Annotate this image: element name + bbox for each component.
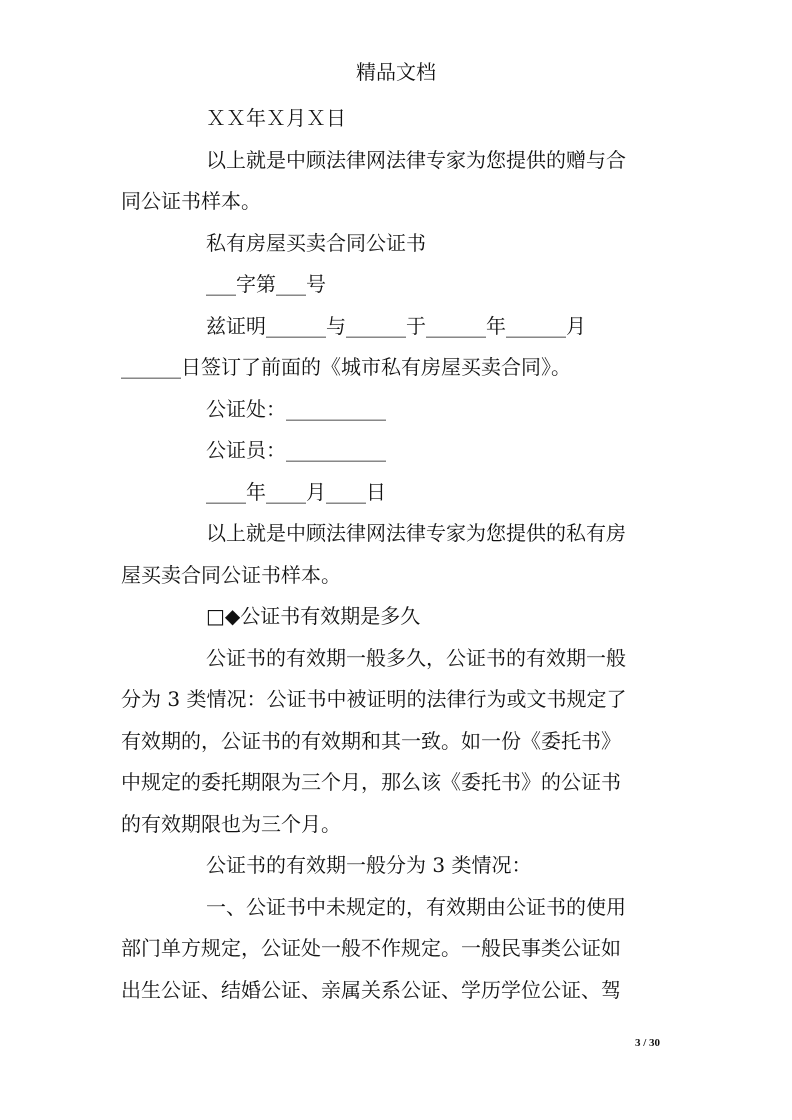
form-line: 公证员：__________ (206, 438, 386, 462)
section-heading: □◆公证书有效期是多久 (206, 604, 421, 628)
paragraph-line: 公证书的有效期一般分为 3 类情况： (206, 853, 532, 877)
paragraph-line: 以上就是中顾法律网法律专家为您提供的赠与合 (206, 147, 626, 172)
paragraph-line: 屋买卖合同公证书样本。 (121, 562, 341, 587)
page-header: 精品文档 (356, 60, 436, 84)
paragraph-line: 同公证书样本。 (121, 189, 261, 213)
paragraph-line: 有效期的，公证书的有效期和其一致。如一份《委托书》 (121, 728, 621, 753)
paragraph-line: 出生公证、结婚公证、亲属关系公证、学历学位公证、驾 (121, 977, 621, 1002)
document-body (121, 98, 661, 1011)
form-line: ___字第___号 (206, 272, 326, 296)
paragraph-line: 公证书的有效期一般多久，公证书的有效期一般 (206, 645, 626, 670)
page-number: 3 / 30 (634, 1037, 660, 1049)
paragraph-line: 分为 3 类情况：公证书中被证明的法律行为或文书规定了 (121, 687, 627, 711)
paragraph-line: 一、公证书中未规定的，有效期由公证书的使用 (206, 894, 626, 919)
section-title: 私有房屋买卖合同公证书 (206, 230, 426, 255)
paragraph-line: 的有效期限也为三个月。 (121, 811, 341, 836)
date-line: ＸＸ年Ｘ月Ｘ日 (206, 106, 346, 130)
form-line: 公证处：__________ (206, 396, 386, 421)
paragraph-line: 部门单方规定，公证处一般不作规定。一般民事类公证如 (121, 936, 621, 960)
form-line: ____年____月____日 (206, 479, 386, 504)
form-line: ______日签订了前面的《城市私有房屋买卖合同》。 (121, 355, 571, 379)
paragraph-line: 以上就是中顾法律网法律专家为您提供的私有房 (206, 521, 626, 545)
paragraph-line: 中规定的委托期限为三个月，那么该《委托书》的公证书 (121, 770, 621, 794)
form-line: 兹证明______与______于______年______月 (206, 313, 586, 338)
